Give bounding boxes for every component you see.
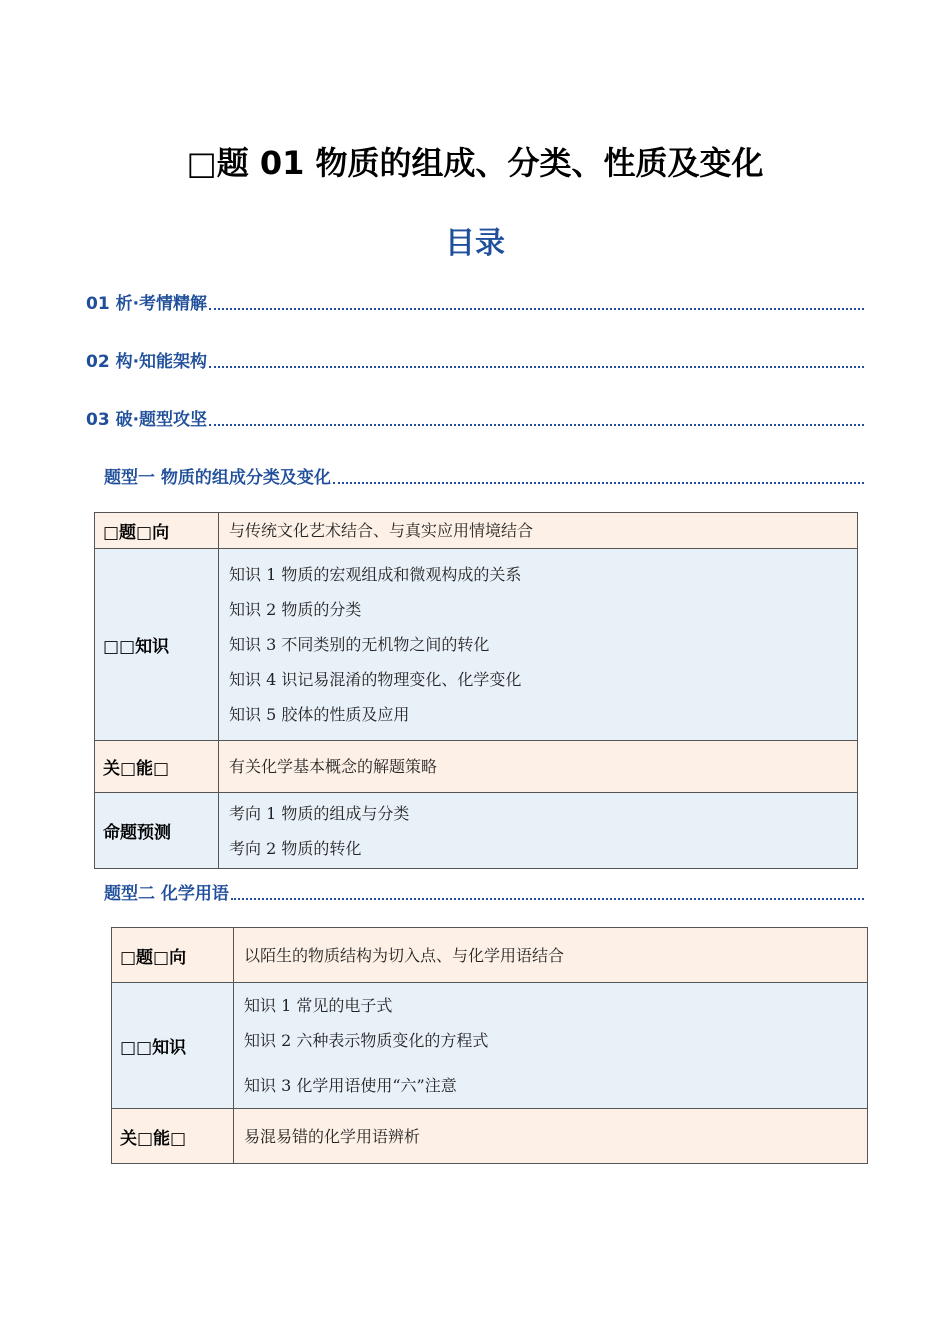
row-line: 考向 2 物质的转化: [229, 838, 362, 858]
row-key: 关□能□: [95, 741, 219, 793]
table-row: [95, 793, 858, 869]
toc-heading: 目录: [445, 226, 505, 261]
row-value: [219, 793, 858, 869]
row-line: 知识 3 化学用语使用“六”注意: [244, 1076, 457, 1095]
document-title: □题 01 物质的组成、分类、性质及变化: [186, 144, 764, 182]
toc-section-2[interactable]: [104, 882, 864, 904]
row-line: 知识 1 物质的宏观组成和微观构成的关系: [229, 565, 522, 584]
table-row: [112, 928, 868, 983]
row-line: 与传统文化艺术结合、与真实应用情境结合: [229, 521, 534, 540]
row-key: 命题预测: [95, 793, 219, 869]
table-row: [112, 983, 868, 1109]
table-row: [95, 741, 858, 793]
toc-entry-label: 03 破·题型攻坚: [86, 410, 208, 430]
row-line: 知识 4 识记易混淆的物理变化、化学变化: [229, 670, 522, 689]
section-heading: 题型一 物质的组成分类及变化: [104, 468, 331, 488]
row-value: [219, 513, 858, 549]
row-line: 知识 3 不同类别的无机物之间的转化: [229, 635, 490, 654]
row-key: □□知识: [112, 983, 234, 1109]
row-value: [234, 983, 868, 1109]
row-line: 考向 1 物质的组成与分类: [229, 803, 410, 823]
table-row: [95, 513, 858, 549]
toc-leader-dots: [209, 424, 864, 426]
table-row: [95, 549, 858, 741]
toc-entry-03[interactable]: [86, 408, 864, 430]
section-2-table: [111, 927, 868, 1164]
table-row: [112, 1109, 868, 1164]
toc-leader-dots: [209, 366, 864, 368]
row-key: □题□向: [112, 928, 234, 983]
row-line: 知识 2 六种表示物质变化的方程式: [244, 1031, 489, 1050]
toc-entry-01[interactable]: [86, 292, 864, 314]
row-line: 有关化学基本概念的解题策略: [229, 757, 438, 776]
row-value: [234, 1109, 868, 1164]
row-key: □□知识: [95, 549, 219, 741]
row-line: 知识 5 胶体的性质及应用: [229, 705, 410, 724]
row-value: [219, 741, 858, 793]
section-1-table: [94, 512, 858, 869]
row-line: 以陌生的物质结构为切入点、与化学用语结合: [244, 945, 565, 965]
toc-leader-dots: [333, 482, 864, 484]
row-line: 知识 1 常见的电子式: [244, 996, 393, 1015]
row-value: [234, 928, 868, 983]
toc-leader-dots: [209, 308, 864, 310]
toc-leader-dots: [231, 898, 864, 900]
row-key: □题□向: [95, 513, 219, 549]
section-heading: 题型二 化学用语: [104, 884, 229, 904]
toc-entry-02[interactable]: [86, 350, 864, 372]
toc-entry-label: 01 析·考情精解: [86, 294, 208, 314]
row-key: 关□能□: [112, 1109, 234, 1164]
row-line: 知识 2 物质的分类: [229, 600, 362, 619]
row-line: 易混易错的化学用语辨析: [244, 1126, 421, 1146]
row-value: [219, 549, 858, 741]
toc-entry-label: 02 构·知能架构: [86, 352, 208, 372]
toc-section-1[interactable]: [104, 466, 864, 488]
